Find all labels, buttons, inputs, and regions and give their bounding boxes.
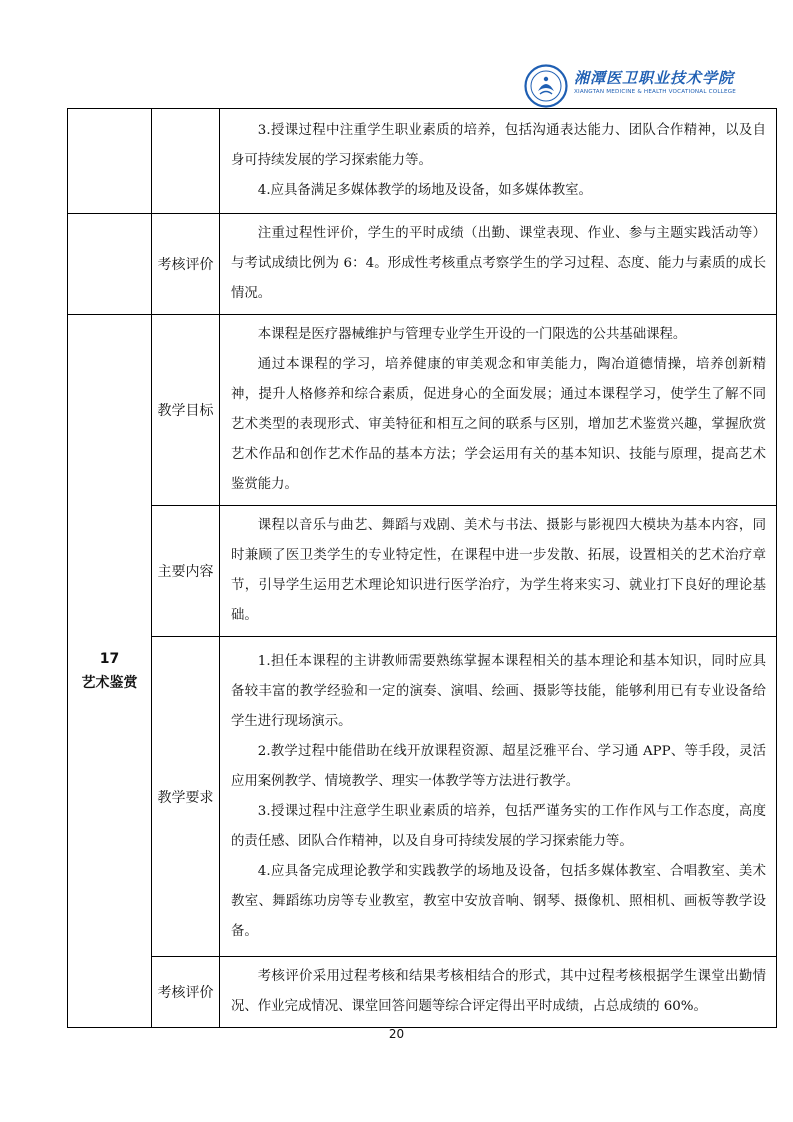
table-row-requirements — [68, 637, 777, 957]
requirements-tail-cell — [220, 109, 777, 214]
assessment-prev-paragraph: 注重过程性评价，学生的平时成绩（出勤、课堂表现、作业、参与主题实践活动等）与考试成绩比例为 6：4。形成性考核重点考察学生的学习过程、态度、能力与素质的成长情况。 — [231, 226, 766, 301]
objectives-paragraph: 本课程是医疗器械维护与管理专业学生开设的一门限选的公共基础课程。 — [257, 327, 687, 342]
table-row-prev-requirements — [68, 109, 777, 214]
requirements-tail-paragraph: 4.应具备满足多媒体教学的场地及设备，如多媒体教室。 — [257, 183, 592, 198]
course-number-cell-empty — [68, 214, 152, 315]
content-cell — [220, 506, 777, 637]
school-name-cn: 湘潭医卫职业技术学院 — [574, 69, 735, 87]
requirements-paragraph: 2.教学过程中能借助在线开放课程资源、超星泛雅平台、学习通 APP、等手段，灵活应用案例教学、情境教学、理实一体教学等方法进行教学。 — [231, 743, 766, 789]
item-label-assessment-prev: 考核评价 — [152, 214, 220, 315]
requirements-tail-paragraph: 3.授课过程中注重学生职业素质的培养，包括沟通表达能力、团队合作精神，以及自身可持续发展的学习探索能力等。 — [231, 123, 766, 168]
course-number: 17 — [99, 651, 120, 667]
requirements-paragraph: 3.授课过程中注意学生职业素质的培养，包括严谨务实的工作作风与工作态度，高度的责任感、团队合作精神，以及自身可持续发展的学习探索能力等。 — [231, 803, 766, 849]
item-label-objectives: 教学目标 — [152, 315, 220, 506]
school-seal-icon — [524, 64, 568, 108]
table-row-prev-assessment — [68, 214, 777, 315]
assessment-cell — [220, 957, 777, 1028]
course-number-cell-empty — [68, 109, 152, 214]
objectives-paragraph: 通过本课程的学习，培养健康的审美观念和审美能力，陶冶道德情操，培养创新精神，提升人格修养和综合素质，促进身心的全面发展；通过本课程学习，使学生了解不同艺术类型的表现形式、审美特征和相互之间的联系与区别，增加艺术鉴赏兴趣，掌握欣赏艺术作品和创作艺术作品的基本方法；学会运用有关的基本知识、技能与原理，提高艺术鉴赏能力。 — [231, 357, 766, 492]
requirements-paragraph: 1.担任本课程的主讲教师需要熟练掌握本课程相关的基本理论和基本知识，同时应具备较丰富的教学经验和一定的演奏、演唱、绘画、摄影等技能，能够利用已有专业设备给学生进行现场演示。 — [231, 653, 766, 729]
content-paragraph: 课程以音乐与曲艺、舞蹈与戏剧、美术与书法、摄影与影视四大模块为基本内容，同时兼顾了医卫类学生的专业特定性，在课程中进一步发散、拓展，设置相关的艺术治疗章节，引导学生运用艺术理论知识进行医学治疗，为学生将来实习、就业打下良好的理论基础。 — [231, 518, 766, 623]
item-label-content: 主要内容 — [152, 506, 220, 637]
requirements-paragraph: 4.应具备完成理论教学和实践教学的场地及设备，包括多媒体教室、合唱教室、美术教室、舞蹈练功房等专业教室，教室中安放音响、钢琴、摄像机、照相机、画板等教学设备。 — [231, 863, 766, 939]
item-label-cell-empty — [152, 109, 220, 214]
table-row-assessment — [68, 957, 777, 1028]
table-row-objectives — [68, 315, 777, 506]
course-table — [67, 108, 777, 1028]
requirements-cell — [220, 637, 777, 957]
school-logo — [524, 62, 736, 114]
course-number-cell — [68, 315, 152, 1028]
assessment-prev-cell — [220, 214, 777, 315]
objectives-cell — [220, 315, 777, 506]
page-number: 20 — [388, 1027, 405, 1041]
item-label-assessment: 考核评价 — [152, 957, 220, 1028]
item-label-requirements: 教学要求 — [152, 637, 220, 957]
table-row-content — [68, 506, 777, 637]
assessment-paragraph: 考核评价采用过程考核和结果考核相结合的形式，其中过程考核根据学生课堂出勤情况、作业完成情况、课堂回答问题等综合评定得出平时成绩，占总成绩的 60%。 — [231, 969, 766, 1014]
school-name-en: XIANGTAN MEDICINE & HEALTH VOCATIONAL COLLEGE — [574, 89, 736, 95]
course-name: 艺术鉴赏 — [81, 675, 138, 691]
